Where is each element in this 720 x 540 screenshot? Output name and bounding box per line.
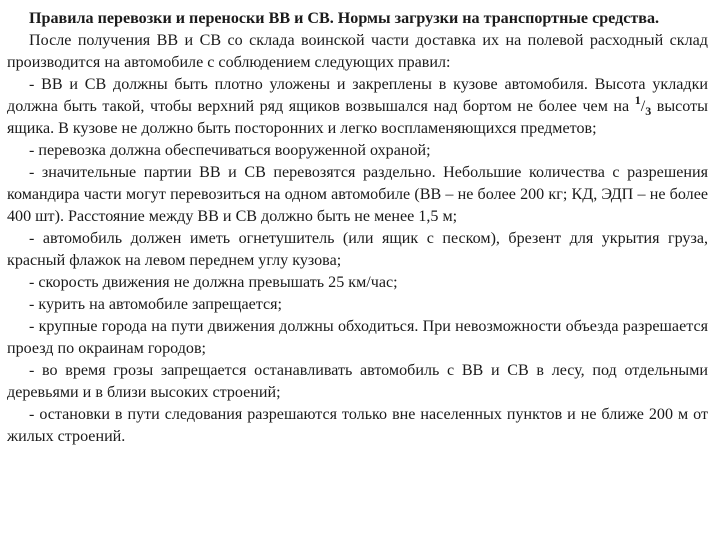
rule-paragraph: - скорость движения не должна превышать 25 км/час; (29, 274, 398, 291)
rule-paragraph: - автомобиль должен иметь огнетушитель (или ящик с песком), брезент для укрытия груза, красный флажок на левом переднем углу кузова; (7, 230, 708, 269)
document-title: Правила перевозки и переноски ВВ и СВ. Нормы загрузки на транспортные средства. (29, 10, 660, 27)
intro-paragraph: После получения ВВ и СВ со склада воинской части доставка их на полевой расходный склад производится на автомобиле с соблюдением следующих правил: (7, 32, 708, 71)
rule-paragraph: - во время грозы запрещается останавливать автомобиль с ВВ и СВ в лесу, под отдельными деревьями и в близи высоких строений; (7, 362, 708, 401)
rule-paragraph: - перевозка должна обеспечиваться вооруженной охраной; (29, 142, 431, 159)
rule-paragraph: - значительные партии ВВ и СВ перевозятся раздельно. Небольшие количества с разрешения командира части могут перевозиться на одном автомобиле (ВВ – не более 200 кг; КД, ЭДП – не более 400 шт). Расстояние между ВВ и СВ должно быть не менее 1,5 м; (7, 164, 708, 225)
fraction-numerator: 1 (634, 93, 641, 107)
fraction-denominator: 3 (645, 104, 652, 118)
one-third-fraction: $^1/_3$ (634, 93, 652, 118)
rule-paragraph: - остановки в пути следования разрешаются только вне населенных пунктов и не ближе 200 м от жилых строений. (7, 406, 708, 445)
rule-1-text-end: высоты ящика. В кузове не должно быть посторонних и легко воспламеняющихся предметов; (7, 98, 708, 137)
rule-paragraph: - курить на автомобиле запрещается; (29, 296, 283, 313)
rule-paragraph (7, 74, 708, 140)
rule-1-text-start: - ВВ и СВ должны быть плотно уложены и закреплены в кузове автомобиля. Высота укладки должна быть такой, чтобы верхний ряд ящиков возвышался над бортом не более чем на (7, 76, 708, 115)
rule-paragraph: - крупные города на пути движения должны обходиться. При невозможности объезда разрешается проезд по окраинам городов; (7, 318, 708, 357)
